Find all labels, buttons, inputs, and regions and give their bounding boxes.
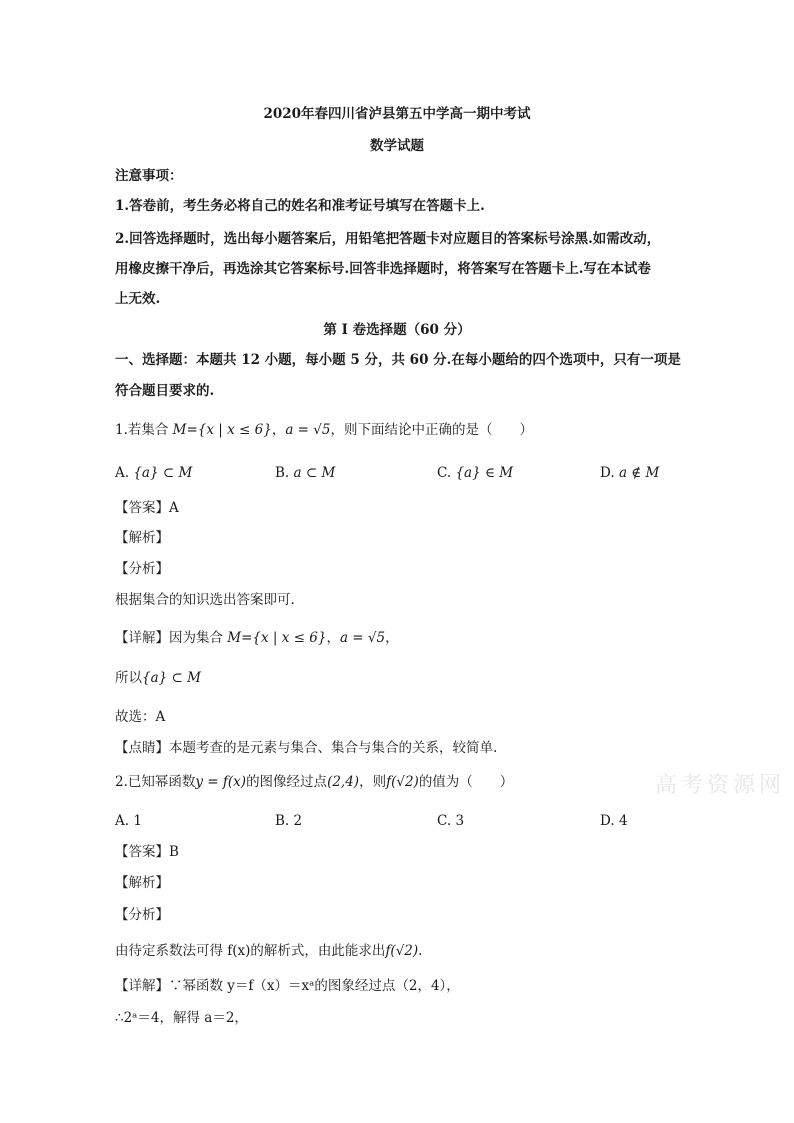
option-letter: A.: [115, 813, 130, 829]
q2-fenxi-text: [115, 941, 422, 961]
detail-set-expr: M={x | x ≤ 6}: [227, 630, 327, 646]
q2-fenxi: 【分析】: [115, 907, 169, 923]
q1-stem: [115, 420, 533, 440]
notice-heading: 注意事项：: [115, 168, 183, 184]
q2-stem-mid2: ，则: [359, 774, 387, 790]
section-intro-line: 符合题目要求的.: [115, 383, 215, 399]
option-text: {a} ∈ M: [455, 465, 514, 481]
option-letter: B.: [275, 465, 290, 481]
option-text: 2: [293, 813, 303, 829]
q1-answer: [115, 498, 179, 518]
q1-option-d: [600, 463, 659, 483]
q1-set-expr: M={x | x ≤ 6}: [172, 422, 272, 438]
q1-detail: [115, 628, 399, 648]
option-letter: D.: [600, 465, 615, 481]
exam-subtitle: 数学试题: [370, 138, 424, 154]
q2-option-d: [600, 811, 628, 831]
option-letter: A.: [115, 465, 130, 481]
section-title: 第 I 卷选择题（60 分）: [323, 322, 471, 338]
notice-line: 上无效.: [115, 291, 161, 307]
fenxi-text: 由待定系数法可得 f(x)的解析式，由此能求出: [115, 943, 386, 959]
answer-value: A: [169, 500, 179, 516]
q2-option-a: [115, 811, 142, 831]
q2-jiexi: 【解析】: [115, 875, 169, 891]
q2-option-c: [437, 811, 464, 831]
so-expr: {a} ⊂ M: [142, 670, 201, 686]
q1-stem-end: ，则下面结论中正确的是（ ）: [330, 422, 533, 438]
detail-sep: ，: [326, 630, 340, 646]
option-text: a ⊂ M: [293, 465, 336, 481]
q1-option-a: [115, 463, 192, 483]
answer-label: 【答案】: [115, 500, 169, 516]
q2-func-expr: y = f(x): [195, 774, 247, 790]
detail-end: ，: [385, 630, 399, 646]
exam-title: 2020年春四川省泸县第五中学高一期中考试: [263, 106, 531, 122]
q2-point: (2,4): [327, 774, 360, 790]
fenxi-end: .: [418, 943, 423, 959]
option-letter: B.: [275, 813, 290, 829]
q1-comment: [115, 738, 497, 758]
notice-line: 用橡皮擦干净后，再选涂其它答案标号.回答非选择题时，将答案写在答题卡上.写在本试卷: [115, 261, 651, 277]
option-letter: C.: [437, 813, 452, 829]
detail-label: 【详解】: [115, 978, 169, 994]
q2-stem-mid: 的图像经过点: [246, 774, 328, 790]
answer-label: 【答案】: [115, 844, 169, 860]
detail-text: ∵幂函数 y＝f（x）＝xᵃ的图象经过点（2，4），: [169, 978, 460, 994]
detail-text: 因为集合: [169, 630, 228, 646]
q1-a-expr: a = √5: [285, 422, 331, 438]
q2-answer: [115, 842, 179, 862]
q1-stem-start: 1.若集合: [115, 422, 173, 438]
q1-option-b: [275, 463, 335, 483]
q1-fenxi-text: 根据集合的知识选出答案即可.: [115, 592, 295, 608]
watermark: 高考资源网: [655, 773, 786, 798]
detail-label: 【详解】: [115, 630, 169, 646]
section-intro-line: 一、选择题：本题共 12 小题，每小题 5 分，共 60 分.在每小题给的四个选项中，只有一项是: [115, 352, 681, 368]
so-text: 所以: [115, 670, 142, 686]
q1-pick: 故选：A: [115, 709, 166, 725]
option-text: {a} ⊂ M: [133, 465, 193, 481]
detail-a-expr: a = √5: [339, 630, 386, 646]
q1-jiexi: 【解析】: [115, 530, 169, 546]
q2-stem: [115, 772, 513, 792]
q1-fenxi: 【分析】: [115, 561, 169, 577]
answer-value: B: [169, 844, 179, 860]
fenxi-expr: f(√2): [385, 943, 419, 959]
notice-line: 2.回答选择题时，选出每小题答案后，用铅笔把答题卡对应题目的答案标号涂黑.如需改动，: [115, 231, 661, 247]
q2-stem-start: 2.已知幂函数: [115, 774, 196, 790]
option-text: 4: [618, 813, 628, 829]
notice-line: 1.答卷前，考生务必将自己的姓名和准考证号填写在答题卡上.: [115, 198, 485, 214]
q2-detail: [115, 976, 460, 996]
option-text: a ∉ M: [618, 465, 660, 481]
q1-so: [115, 668, 201, 688]
q2-stem-end: 的值为（ ）: [418, 774, 514, 790]
option-letter: D.: [600, 813, 615, 829]
option-text: 3: [455, 813, 465, 829]
q1-option-c: [437, 463, 513, 483]
option-text: 1: [133, 813, 142, 829]
comment-text: 本题考查的是元素与集合、集合与集合的关系，较简单.: [169, 740, 498, 756]
q2-detail-line2: ∴2ᵃ＝4，解得 a＝2，: [115, 1010, 248, 1026]
q2-val-expr: f(√2): [386, 774, 419, 790]
option-letter: C.: [437, 465, 452, 481]
q1-sep: ，: [271, 422, 286, 438]
comment-label: 【点睛】: [115, 740, 169, 756]
q2-option-b: [275, 811, 302, 831]
